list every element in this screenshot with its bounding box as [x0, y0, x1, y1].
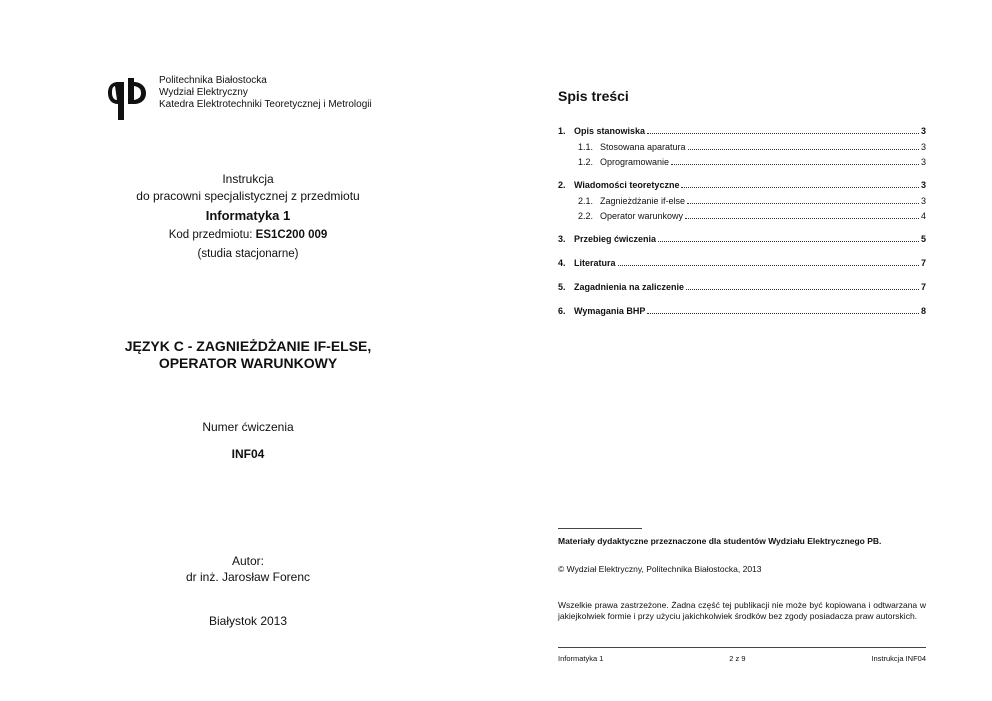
- toc-entry-number: 5.: [558, 282, 566, 292]
- toc-entry-leader: [688, 149, 919, 150]
- toc-page: [496, 0, 992, 701]
- toc-entry-number: 1.1.: [578, 142, 594, 152]
- toc-entry-number: 2.2.: [578, 211, 594, 221]
- toc-entry-label: Oprogramowanie: [600, 157, 670, 167]
- toc-entry[interactable]: [558, 254, 926, 272]
- toc-entry[interactable]: [558, 230, 926, 248]
- toc-entry[interactable]: [558, 155, 926, 170]
- toc-entry-page: 4: [920, 211, 926, 221]
- exercise-code: INF04: [231, 447, 265, 461]
- exercise-block: [0, 419, 496, 462]
- toc-entry-label: Opis stanowiska: [574, 126, 646, 136]
- toc-entry-leader: [658, 241, 919, 242]
- toc-entry-page: 3: [920, 157, 926, 167]
- toc-entry-page: 7: [920, 282, 926, 292]
- footer-rights: Wszelkie prawa zastrzeżone. Żadna część tej publikacji nie może być kopiowana i odtwarzana w jakiejkolwiek formie i przy użyciu jakichkolwiek środków bez zgody posiadacza praw autorskich.: [558, 600, 926, 621]
- toc-entry-page: 3: [920, 180, 926, 190]
- toc-entry[interactable]: [558, 278, 926, 296]
- institution-university: Politechnika Białostocka: [159, 75, 267, 86]
- footer-divider: [558, 647, 926, 648]
- instruction-block: [0, 171, 496, 263]
- toc-entry-leader: [618, 265, 919, 266]
- course-code-value: ES1C200 009: [255, 229, 328, 241]
- toc-entry-number: 1.: [558, 126, 566, 136]
- toc-entry-label: Przebieg ćwiczenia: [574, 234, 657, 244]
- author-name: dr inż. Jarosław Forenc: [185, 570, 311, 584]
- instruction-subheading: do pracowni specjalistycznej z przedmiotu: [136, 189, 360, 203]
- document-title-line2: OPERATOR WARUNKOWY: [158, 355, 338, 371]
- toc-entry-leader: [647, 313, 919, 314]
- toc-entry-label: Literatura: [574, 258, 616, 268]
- toc-list: [558, 122, 926, 320]
- toc-entry-leader: [687, 203, 919, 204]
- toc-entry-label: Stosowana aparatura: [600, 142, 686, 152]
- footer-instruction-code: Instrukcja INF04: [871, 654, 926, 663]
- page-footer: [558, 654, 926, 663]
- footnote-divider: [558, 528, 642, 529]
- toc-entry-label: Zagnieżdżanie if-else: [600, 196, 686, 206]
- toc-entry[interactable]: [558, 209, 926, 224]
- toc-entry[interactable]: [558, 194, 926, 209]
- toc-entry-leader: [647, 133, 919, 134]
- toc-entry-leader: [685, 218, 919, 219]
- instruction-heading: Instrukcja: [222, 172, 274, 186]
- toc-entry[interactable]: [558, 176, 926, 194]
- toc-entry-number: 1.2.: [578, 157, 594, 167]
- toc-entry-page: 5: [920, 234, 926, 244]
- place-year: Białystok 2013: [208, 614, 288, 628]
- toc-entry-label: Zagadnienia na zaliczenie: [574, 282, 685, 292]
- course-name: Informatyka 1: [205, 208, 291, 223]
- toc-entry[interactable]: [558, 140, 926, 155]
- document-title: [0, 338, 496, 372]
- toc-entry-label: Wymagania BHP: [574, 306, 646, 316]
- footer-course: Informatyka 1: [558, 654, 604, 663]
- university-logo-icon: [107, 76, 147, 120]
- footer-copyright: © Wydział Elektryczny, Politechnika Białostocka, 2013: [558, 564, 762, 574]
- toc-entry-page: 3: [920, 142, 926, 152]
- author-block: [0, 553, 496, 585]
- institution-faculty: Wydział Elektryczny: [159, 87, 248, 98]
- toc-entry[interactable]: [558, 302, 926, 320]
- course-code: Kod przedmiotu: ES1C200 009: [168, 229, 328, 241]
- toc-entry-number: 3.: [558, 234, 566, 244]
- author-label: Autor:: [231, 554, 264, 568]
- exercise-label: Numer ćwiczenia: [202, 420, 294, 434]
- toc-entry-page: 3: [920, 196, 926, 206]
- institution-block: [159, 75, 372, 111]
- toc-title: Spis treści: [558, 88, 629, 104]
- toc-entry-page: 8: [920, 306, 926, 316]
- study-mode: (studia stacjonarne): [197, 248, 299, 260]
- toc-entry-page: 7: [920, 258, 926, 268]
- toc-entry[interactable]: [558, 122, 926, 140]
- document-title-line1: JĘZYK C - ZAGNIEŻDŻANIE IF-ELSE,: [124, 338, 372, 354]
- toc-entry-number: 2.: [558, 180, 566, 190]
- toc-entry-number: 6.: [558, 306, 566, 316]
- footer-page-number: 2 z 9: [729, 654, 746, 663]
- toc-entry-number: 4.: [558, 258, 566, 268]
- toc-entry-number: 2.1.: [578, 196, 594, 206]
- toc-entry-page: 3: [920, 126, 926, 136]
- footer-materials: Materiały dydaktyczne przeznaczone dla studentów Wydziału Elektrycznego PB.: [558, 536, 882, 546]
- toc-entry-leader: [671, 164, 919, 165]
- institution-department: Katedra Elektrotechniki Teoretycznej i Metrologii: [159, 99, 372, 110]
- toc-entry-label: Wiadomości teoretyczne: [574, 180, 680, 190]
- toc-entry-leader: [681, 187, 919, 188]
- toc-entry-leader: [686, 289, 919, 290]
- toc-entry-label: Operator warunkowy: [600, 211, 684, 221]
